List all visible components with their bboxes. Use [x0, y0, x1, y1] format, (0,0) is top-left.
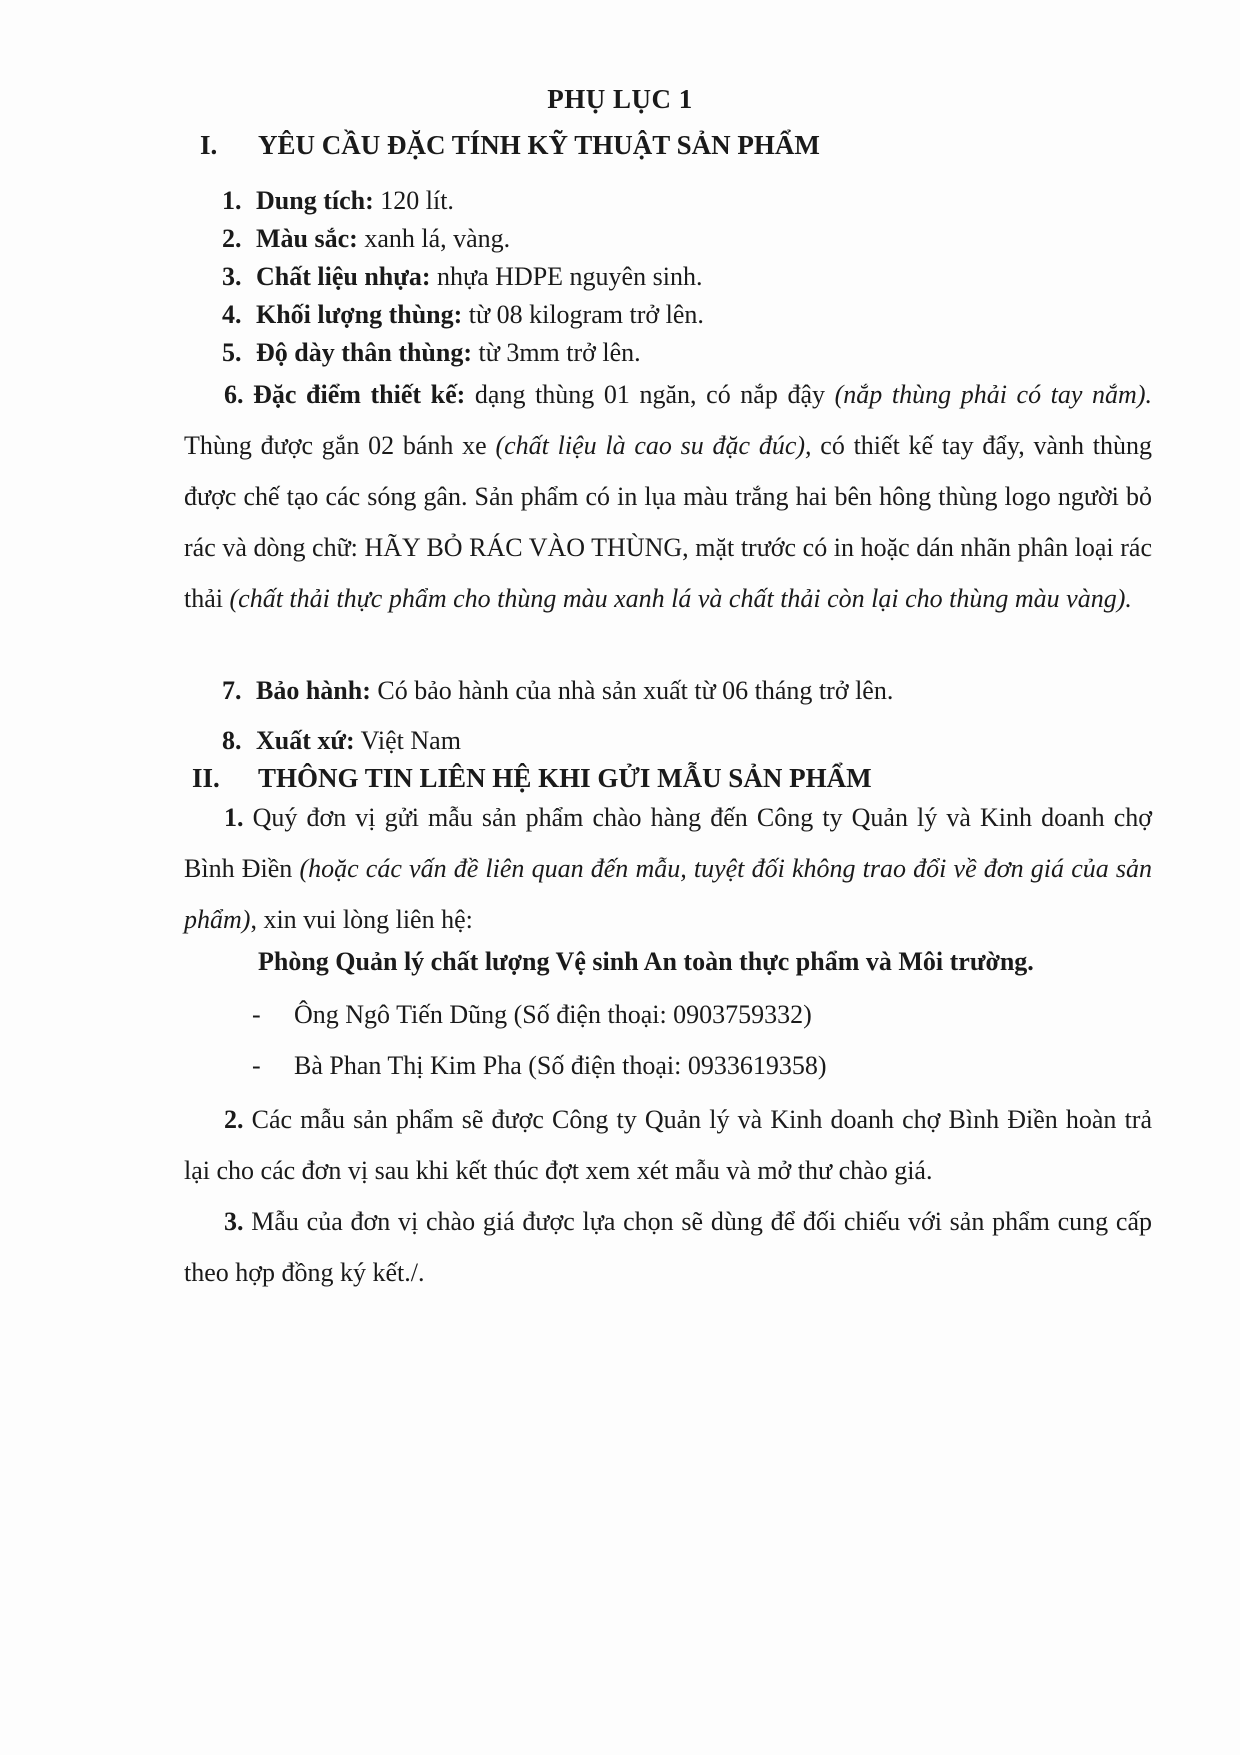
section-2-title: THÔNG TIN LIÊN HỆ KHI GỬI MẪU SẢN PHẨM [258, 763, 872, 793]
design-text-1: dạng thùng 01 ngăn, có nắp đậy [465, 380, 835, 409]
spec-item-origin [222, 726, 461, 756]
design-text-2: Thùng được gắn 02 bánh xe [184, 431, 496, 460]
spec-item-design [184, 369, 1152, 624]
paragraph-text: Quý đơn vị gửi mẫu sản phẩm chào hàng đến Công ty Quản lý và Kinh doanh chợ Bình Điền [184, 803, 1152, 883]
section-1-heading [200, 130, 820, 161]
item-label: Chất liệu nhựa: [256, 262, 431, 291]
spec-item-color [222, 224, 510, 254]
item-number: 8. [222, 726, 242, 755]
item-label: Đặc điểm thiết kế: [253, 380, 466, 409]
item-number: 4. [222, 300, 242, 329]
design-italic-2: (chất liệu là cao su đặc đúc), [495, 431, 812, 460]
item-label: Khối lượng thùng: [256, 300, 463, 329]
item-number: 1. [222, 186, 242, 215]
contact-text: Ông Ngô Tiến Dũng (Số điện thoại: 0903759332) [294, 1000, 812, 1029]
section-1-title: YÊU CẦU ĐẶC TÍNH KỸ THUẬT SẢN PHẨM [258, 130, 820, 160]
paragraph-text: Các mẫu sản phẩm sẽ được Công ty Quản lý và Kinh doanh chợ Bình Điền hoàn trả lại cho các đơn vị sau khi kết thúc đợt xem xét mẫu và mở thư chào giá. [184, 1105, 1152, 1185]
spec-item-warranty [222, 676, 893, 706]
item-number: 5. [222, 338, 242, 367]
item-value: từ 08 kilogram trở lên. [462, 300, 704, 329]
contact-text: Bà Phan Thị Kim Pha (Số điện thoại: 0933619358) [294, 1051, 827, 1080]
bullet-dash: - [252, 1000, 261, 1029]
contact-paragraph-3 [184, 1196, 1152, 1298]
item-label: Dung tích: [256, 186, 374, 215]
item-number: 2. [222, 224, 242, 253]
contact-person-2 [252, 1051, 827, 1081]
paragraph-italic: (hoặc các vấn đề liên quan đến mẫu, tuyệt đối không trao đổi về đơn giá của sản phẩm) [184, 854, 1153, 934]
item-value: Việt Nam [354, 726, 461, 755]
item-value: Có bảo hành của nhà sản xuất từ 06 tháng trở lên. [370, 676, 894, 705]
appendix-title: PHỤ LỤC 1 [547, 84, 693, 114]
item-value: 120 lít. [373, 186, 454, 215]
paragraph-text: Mẫu của đơn vị chào giá được lựa chọn sẽ dùng để đối chiếu với sản phẩm cung cấp theo hợp đồng ký kết./. [184, 1207, 1152, 1287]
contact-paragraph-2 [184, 1094, 1152, 1196]
item-number: 7. [222, 676, 242, 705]
item-label: Xuất xứ: [256, 726, 355, 755]
item-label: Bảo hành: [256, 676, 371, 705]
item-number: 6. [224, 380, 244, 409]
section-2-roman: II. [192, 763, 220, 793]
paragraph-text-end: , xin vui lòng liên hệ: [250, 905, 473, 934]
paragraph-number: 1. [224, 803, 244, 832]
spec-item-capacity [222, 186, 454, 216]
paragraph-number: 3. [224, 1207, 244, 1236]
department-name: Phòng Quản lý chất lượng Vệ sinh An toàn thực phẩm và Môi trường. [258, 947, 1034, 976]
item-value: nhựa HDPE nguyên sinh. [430, 262, 703, 291]
item-value: xanh lá, vàng. [357, 224, 511, 253]
paragraph-number: 2. [224, 1105, 244, 1134]
contact-person-1 [252, 1000, 812, 1030]
contact-paragraph-1 [184, 792, 1152, 945]
design-italic-3: (chất thải thực phẩm cho thùng màu xanh lá và chất thải còn lại cho thùng màu vàng). [229, 584, 1132, 613]
design-italic-1: (nắp thùng phải có tay nắm). [834, 380, 1152, 409]
item-label: Màu sắc: [256, 224, 358, 253]
item-value: từ 3mm trở lên. [472, 338, 641, 367]
section-1-roman: I. [200, 130, 218, 160]
spec-item-material [222, 262, 702, 292]
section-2-heading [192, 763, 872, 794]
design-text-3: có thiết kế tay đẩy, vành thùng được chế tạo các sóng gân. Sản phẩm có in lụa màu trắng hai bên hông thùng logo người bỏ rác và dòng chữ: HÃY BỎ RÁC VÀO THÙNG, mặt trước có in hoặc dán nhãn phân loại rác thải [184, 431, 1153, 613]
item-label: Độ dày thân thùng: [256, 338, 473, 367]
item-number: 3. [222, 262, 242, 291]
spec-item-thickness [222, 338, 641, 368]
bullet-dash: - [252, 1051, 261, 1080]
spec-item-weight [222, 300, 704, 330]
